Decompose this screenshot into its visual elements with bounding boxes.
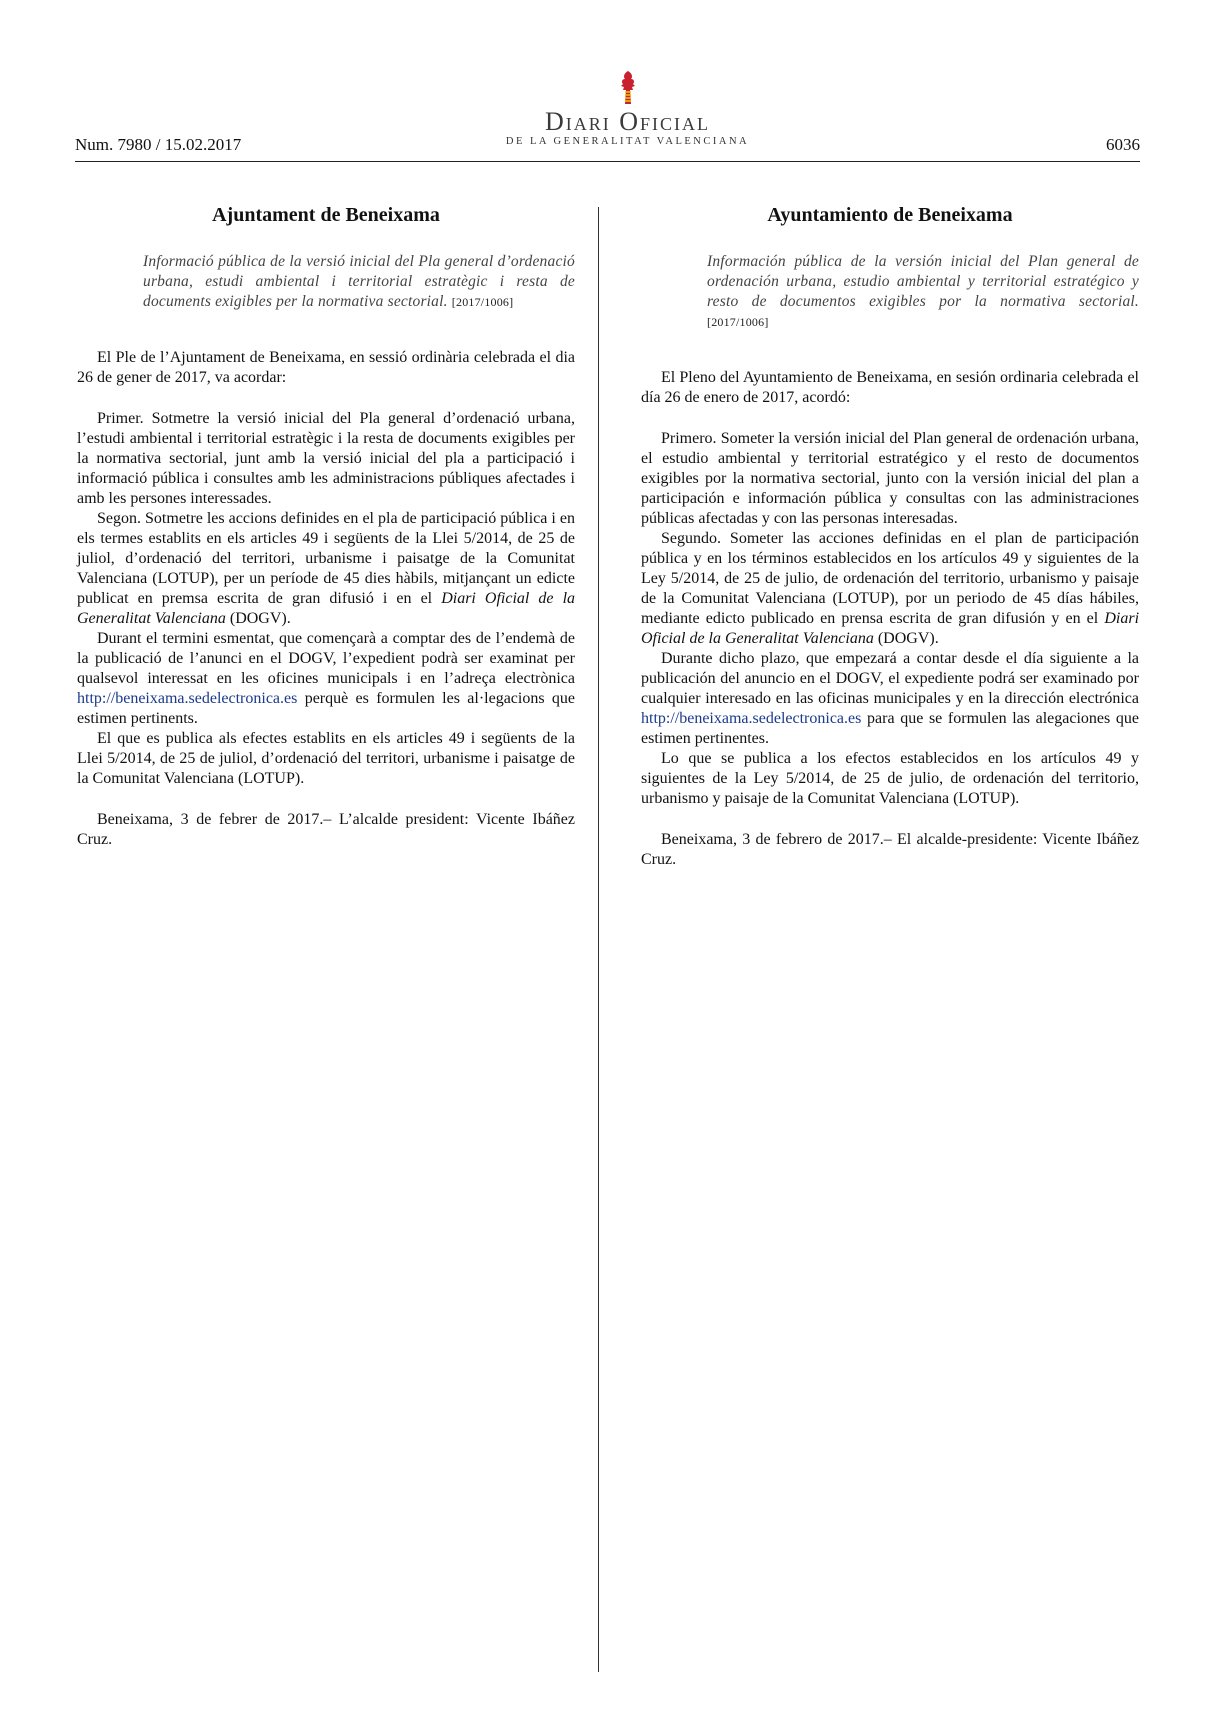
coat-of-arms-icon xyxy=(615,70,641,106)
summary xyxy=(143,252,575,312)
paragraph-first: Primero. Someter la versión inicial del Plan general de ordenación urbana, el estudio ambiental y territorial estratégico y el resto de documentos exigibles por la normativa sectorial, junto con la versión inicial del plan a participación e información pública y consultas con las administraciones públicas afectadas y con las personas interesadas. xyxy=(641,430,1139,527)
reference-code: [2017/1006] xyxy=(707,315,769,329)
signature: Beneixama, 3 de febrer de 2017.– L’alcalde president: Vicente Ibáñez Cruz. xyxy=(77,811,575,848)
dogv-name: Diari Oficial de la Generalitat Valenciana xyxy=(641,610,1140,647)
column-valencian xyxy=(77,202,575,850)
summary xyxy=(707,252,1139,332)
column-title: Ayuntamiento de Beneixama xyxy=(767,204,1013,226)
logo-subtitle: DE LA GENERALITAT VALENCIANA xyxy=(505,136,750,147)
electronic-office-link[interactable]: http://beneixama.sedelectronica.es xyxy=(77,690,298,707)
summary-text: Informació pública de la versió inicial del Pla general d’ordenació urbana, estudi ambiental i territorial estratègic i resta de documents exigibles per la normativa sectorial. xyxy=(143,253,575,310)
paragraph-publish: El que es publica als efectes establits en els articles 49 i següents de la Llei 5/2014, de 25 de juliol, d’ordenació del territori, urbanisme i paisatge de la Comunitat Valenciana (LOTUP). xyxy=(77,730,575,787)
column-divider xyxy=(598,207,599,1672)
during-tail: para que se formulen las alegaciones que estimen pertinentes. xyxy=(641,710,1140,747)
reference-code: [2017/1006] xyxy=(451,295,514,309)
header-rule xyxy=(75,161,1140,162)
page-number: 6036 xyxy=(1106,135,1140,154)
page-header xyxy=(75,60,1140,162)
column-title: Ajuntament de Beneixama xyxy=(212,204,440,226)
paragraph-second xyxy=(641,529,1139,649)
logo-title: Diari Oficial xyxy=(544,107,711,136)
body-text xyxy=(641,368,1139,870)
signature: Beneixama, 3 de febrero de 2017.– El alcalde-presidente: Vicente Ibáñez Cruz. xyxy=(641,831,1139,868)
body-text xyxy=(77,348,575,850)
paragraph-publish: Lo que se publica a los efectos establecidos en los artículos 49 y siguientes de la Ley 5/2014, de 25 de julio, de ordenación del territorio, urbanismo y paisaje de la Comunitat Valenciana (LOTUP). xyxy=(641,750,1139,807)
paragraph-second xyxy=(77,509,575,629)
paragraph-during xyxy=(77,629,575,729)
second-tail: (DOGV). xyxy=(229,610,291,627)
second-text: Segundo. Someter las acciones definidas en el plan de participación pública y en los términos establecidos en los artículos 49 y siguientes de la Ley 5/2014, de 25 de julio, de ordenación del territorio, urbanismo y paisaje de la Comunitat Valenciana (LOTUP), por un periodo de 45 días hábiles, mediante edicto publicado en prensa escrita de gran difusión y en el xyxy=(641,530,1139,627)
issue-number: Num. 7980 / 15.02.2017 xyxy=(75,135,242,154)
second-tail: (DOGV). xyxy=(877,630,939,647)
dogv-logo xyxy=(495,70,760,148)
column-spanish xyxy=(641,202,1139,870)
second-text: Segon. Sotmetre les accions definides en el pla de participació pública i en els termes establits en els articles 49 i següents de la Llei 5/2014, de 25 de juliol, d’ordenació del territori, urbanisme i paisatge de la Comunitat Valenciana (LOTUP), per un període de 45 dies hàbils, mitjançant un edicte publicat en premsa escrita de gran difusió i en el xyxy=(77,510,575,607)
paragraph-during xyxy=(641,649,1139,749)
electronic-office-link[interactable]: http://beneixama.sedelectronica.es xyxy=(641,710,862,727)
during-tail: perquè es formulen les al·legacions que estimen pertinents. xyxy=(77,690,575,727)
during-text: Durante dicho plazo, que empezará a contar desde el día siguiente a la publicación del anuncio en el DOGV, el expediente podrá ser examinado por cualquier interesado en las oficinas municipales y en la dirección electrónica xyxy=(641,650,1139,707)
paragraph-intro: El Ple de l’Ajuntament de Beneixama, en sessió ordinària celebrada el dia 26 de gener de 2017, va acordar: xyxy=(77,349,575,386)
paragraph-first: Primer. Sotmetre la versió inicial del Pla general d’ordenació urbana, l’estudi ambiental i territorial estratègic i la resta de documents exigibles per la normativa sectorial, junt amb la versió inicial del pla a participació i informació pública i consultes amb les administracions públiques afectades i amb les persones interessades. xyxy=(77,410,575,507)
summary-text: Información pública de la versión inicial del Plan general de ordenación urbana, estudio ambiental y territorial estratégico y resto de documentos exigibles por la normativa sectorial. xyxy=(707,253,1139,310)
paragraph-intro: El Pleno del Ayuntamiento de Beneixama, en sesión ordinaria celebrada el día 26 de enero de 2017, acordó: xyxy=(641,369,1139,406)
during-text: Durant el termini esmentat, que començarà a comptar des de l’endemà de la publicació de l’anunci en el DOGV, l’expedient podrà ser examinat per qualsevol interessat en les oficines municipals i en l’adreça electrònica xyxy=(77,630,575,687)
dogv-name: Diari Oficial de la Generalitat Valenciana xyxy=(77,590,576,627)
